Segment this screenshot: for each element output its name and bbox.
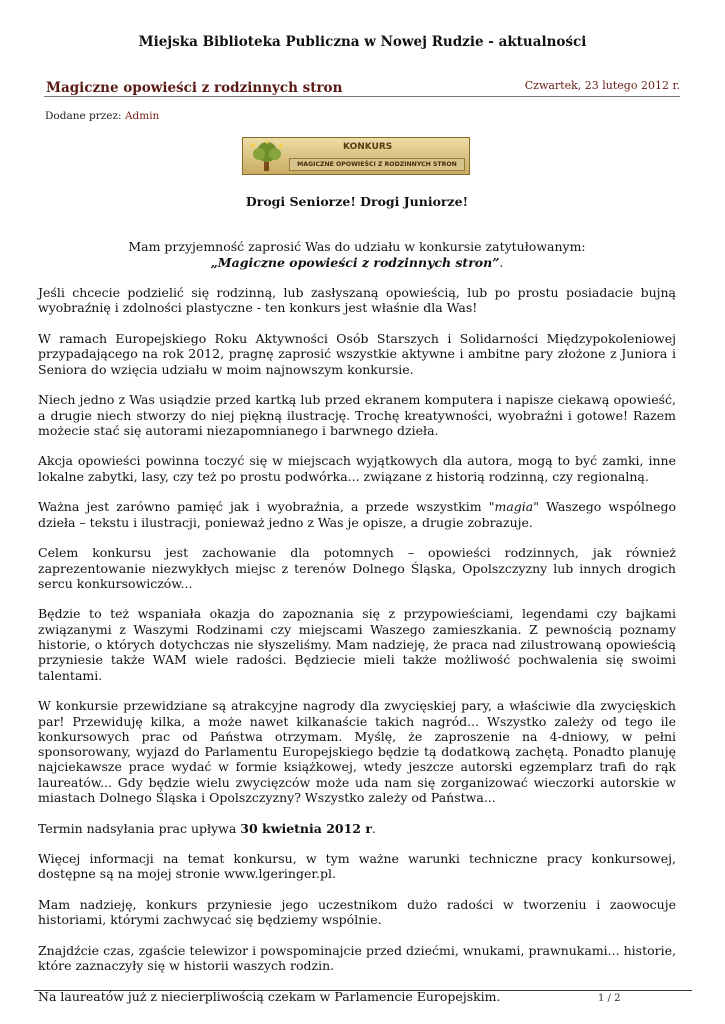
- byline-prefix: Dodane przez:: [45, 110, 122, 122]
- article-date: Czwartek, 23 lutego 2012 r.: [524, 79, 680, 92]
- paragraph: Akcja opowieści powinna toczyć się w miejscach wyjątkowych dla autora, mogą to być zamki, inne lokalne zabytki, lasy, czy też po prostu podwórka... związane z historią rodzinną, czy regionalną.: [38, 453, 676, 484]
- site-title: Miejska Biblioteka Publiczna w Nowej Rudzie - aktualności: [138, 34, 587, 50]
- paragraph-text: Waszego wspólnego dzieła – tekstu i ilustracji, ponieważ jedno z Was je opisze, a drugie zobrazuje.: [38, 499, 676, 530]
- paragraph: [38, 499, 676, 530]
- paragraph: Jeśli chcecie podzielić się rodzinną, lub zasłyszaną opowieścią, lub po prostu posiadacie bujną wyobraźnię i zdolności plastyczne - ten konkurs jest właśnie dla Was!: [38, 285, 676, 316]
- paragraph-text: .: [371, 820, 376, 836]
- contest-banner-image: [242, 137, 470, 175]
- paragraph: Niech jedno z Was usiądzie przed kartką lub przed ekranem komputera i napisze ciekawą opowieść, a drugie niech stworzy do niej piękną ilustrację. Trochę kreatywności, wyobraźni i gotowe! Razem możecie stać się autorami niezapomnianego i barwnego dzieła.: [38, 392, 676, 438]
- article-title[interactable]: Magiczne opowieści z rodzinnych stron: [46, 80, 343, 96]
- paragraph-text: Termin nadsyłania prac upływa: [38, 820, 241, 836]
- deadline-date: 30 kwietnia 2012 r: [240, 820, 372, 836]
- author-name: Admin: [124, 110, 160, 122]
- page-number: 1 / 2: [598, 993, 621, 1004]
- paragraph: W konkursie przewidziane są atrakcyjne nagrody dla zwycięskiej pary, a właściwie dla zwycięskich par! Przewiduję kilka, a może nawet kilkanaście takich nagród... Wszystko zależy od tego ile konkursowych prac od Państwa otrzymam. Myślę, że zaproszenie na 4-dniowy, w pełni sponsorowany, wyjazd do Parlamentu Europejskiego będzie tą dodatkową zachętą. Ponadto planuję najciekawsze prace wydać w formie książkowej, wtedy jeszcze autorski egzemplarz trafi do rąk laureatów... Gdy będzie wielu zwycięzców może uda nam się zorganizować wieczorki autorskie w miastach Dolnego Śląska i Opolszczyzny? Wszystko zależy od Państwa...: [38, 698, 676, 805]
- paragraph: Więcej informacji na temat konkursu, w tym ważne warunki techniczne pracy konkursowej, dostępne są na mojej stronie www.lgeringer.pl.: [38, 851, 676, 882]
- paragraph: Znajdźcie czas, zgaście telewizor i powspominajcie przed dziećmi, wnukami, prawnukami... historie, które zaznaczyły się w historii waszych rodzin.: [38, 942, 676, 974]
- paragraph: Na laureatów już z niecierpliwością czekam w Parlamencie Europejskim.: [38, 988, 501, 1004]
- invitation-end: .: [499, 254, 504, 270]
- tree-icon: [247, 140, 287, 172]
- paragraph: Mam nadzieję, konkurs przyniesie jego uczestnikom dużo radości w tworzeniu i zaowocuje historiami, którymi zachwycać się będziemy wspólnie.: [38, 897, 676, 928]
- paragraph: Będzie to też wspaniała okazja do zapoznania się z przypowieściami, legendami czy bajkami związanymi z Waszymi Rodzinami czy miejscami Waszego zamieszkania. Z pewnością poznamy historie, o których dotychczas nie słyszeliśmy. Mam nadzieję, że praca nad zilustrowaną opowieścią przyniesie także WAM wiele radości. Będziecie mieli także możliwość pochwalenia się swoimi talentami.: [38, 606, 676, 683]
- deadline-paragraph: [38, 821, 676, 836]
- banner-subtitle: MAGICZNE OPOWIEŚCI Z RODZINNYCH STRON: [289, 158, 465, 171]
- banner-heading: KONKURS: [343, 142, 393, 152]
- byline: [45, 110, 159, 122]
- contest-title: „Magiczne opowieści z rodzinnych stron”: [210, 254, 500, 270]
- paragraph: Celem konkursu jest zachowanie dla potomnych – opowieści rodzinnych, jak również zaprezentowanie niezwykłych miejsc z terenów Dolnego Śląska, Opolszczyzny lub innych drogich sercu konkursowiczów...: [38, 545, 676, 591]
- paragraph-text: Ważna jest zarówno pamięć jak i wyobraźnia, a przede wszystkim: [38, 499, 489, 515]
- invitation: [38, 239, 676, 270]
- article-body: [38, 194, 676, 1019]
- invitation-text: Mam przyjemność zaprosić Was do udziału w konkursie zatytułowanym:: [128, 239, 586, 255]
- greeting: Drogi Seniorze! Drogi Juniorze!: [245, 194, 469, 209]
- emphasis-magia: "magia": [488, 499, 540, 515]
- footer-divider: [34, 990, 692, 991]
- paragraph: W ramach Europejskiego Roku Aktywności Osób Starszych i Solidarności Międzypokoleniowej przypadającego na rok 2012, pragnę zaprosić wszystkie aktywne i ambitne pary złożone z Juniora i Seniora do wzięcia udziału w moim najnowszym konkursie.: [38, 331, 676, 377]
- article-header: [44, 78, 680, 97]
